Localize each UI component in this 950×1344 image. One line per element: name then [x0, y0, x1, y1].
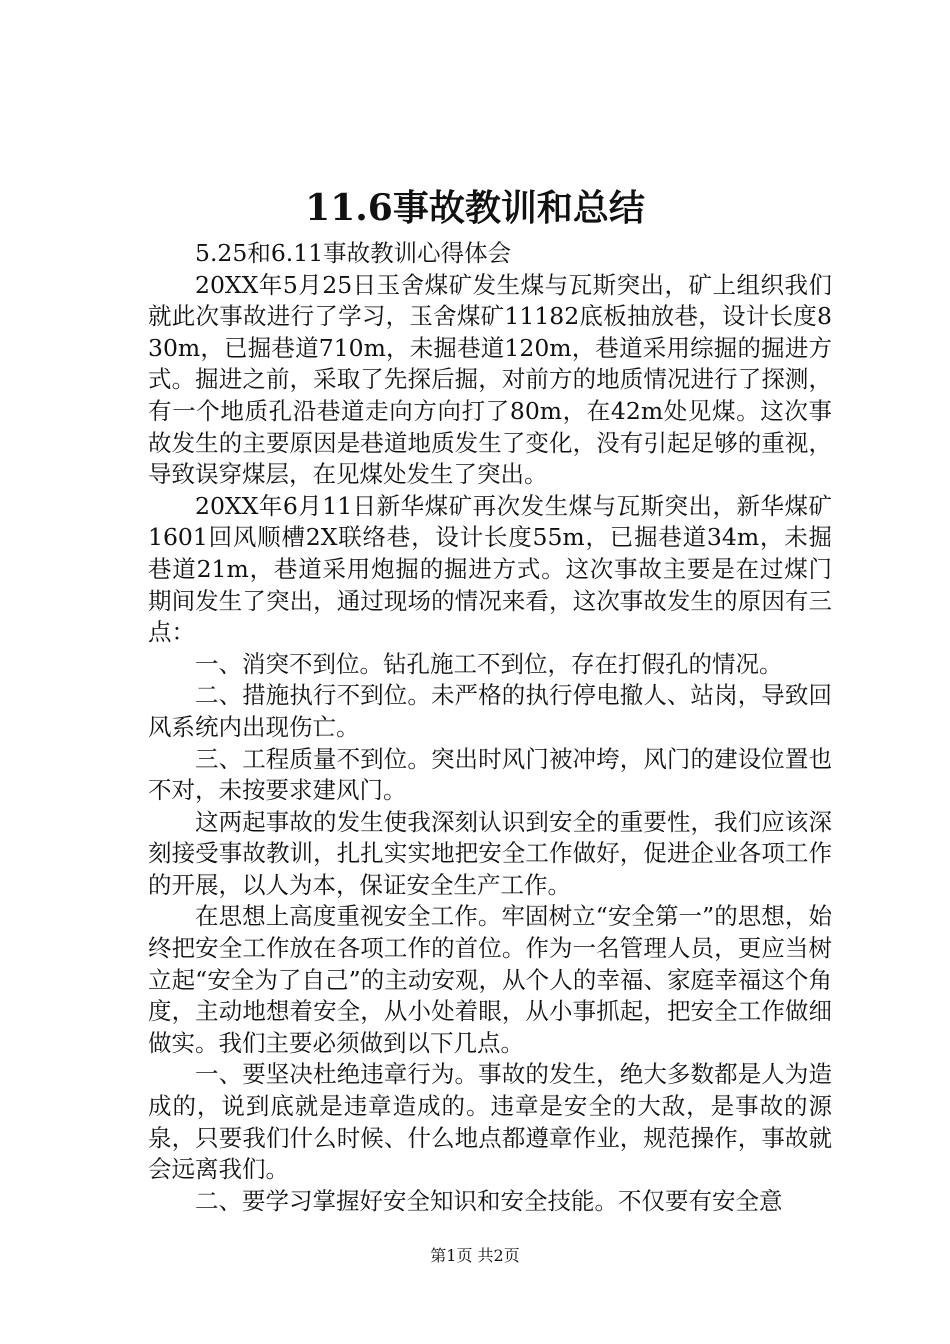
- page-title: 11.6事故教训和总结: [305, 187, 645, 229]
- paragraph: 一、消突不到位。钻孔施工不到位，存在打假孔的情况。: [195, 649, 783, 678]
- paragraph: 二、要学习掌握好安全知识和安全技能。不仅要有安全意: [195, 1186, 783, 1215]
- page-footer: 第1页 共2页: [430, 1246, 520, 1265]
- paragraph: 一、要坚决杜绝违章行为。事故的发生，绝大多数都是人为造成的，说到底就是违章造成的。违章是安全的大敌，是事故的源泉，只要我们什么时候、什么地点都遵章作业，规范操作，事故就会远离我们。: [148, 1060, 832, 1184]
- paragraph: 在思想上高度重视安全工作。牢固树立“安全第一”的思想，始终把安全工作放在各项工作的首位。作为一名管理人员，更应当树立起“安全为了自己”的主动安观，从个人的幸福、家庭幸福这个角度，主动地想着安全，从小处着眼，从小事抓起，把安全工作做细做实。我们主要必须做到以下几点。: [148, 902, 832, 1057]
- paragraph: 三、工程质量不到位。突出时风门被冲垮，风门的建设位置也不对，未按要求建风门。: [148, 744, 832, 805]
- paragraph: 二、措施执行不到位。未严格的执行停电撤人、站岗，导致回风系统内出现伤亡。: [148, 681, 832, 741]
- paragraph: 20XX年6月11日新华煤矿再次发生煤与瓦斯突出，新华煤矿1601回风顺槽2X联络巷，设计长度55m，已掘巷道34m，未掘巷道21m，巷道采用炮掘的掘进方式。这次事故主要是在过煤门期间发生了突出，通过现场的情况来看，这次事故发生的原因有三点：: [148, 491, 832, 647]
- paragraph-subtitle: 5.25和6.11事故教训心得体会: [195, 239, 512, 267]
- paragraph: 20XX年5月25日玉舍煤矿发生煤与瓦斯突出，矿上组织我们就此次事故进行了学习，玉舍煤矿11182底板抽放巷，设计长度830m，已掘巷道710m，未掘巷道120m，巷道采用综掘的掘进方式。掘进之前，采取了先探后掘，对前方的地质情况进行了探测，有一个地质孔沿巷道走向方向打了80m，在42m处见煤。这次事故发生的主要原因是巷道地质发生了变化，没有引起足够的重视，导致误穿煤层，在见煤处发生了突出。: [148, 270, 832, 489]
- paragraph: 这两起事故的发生使我深刻认识到安全的重要性，我们应该深刻接受事故教训，扎扎实实地把安全工作做好，促进企业各项工作的开展，以人为本，保证安全生产工作。: [148, 807, 832, 899]
- document-body: [148, 238, 832, 1217]
